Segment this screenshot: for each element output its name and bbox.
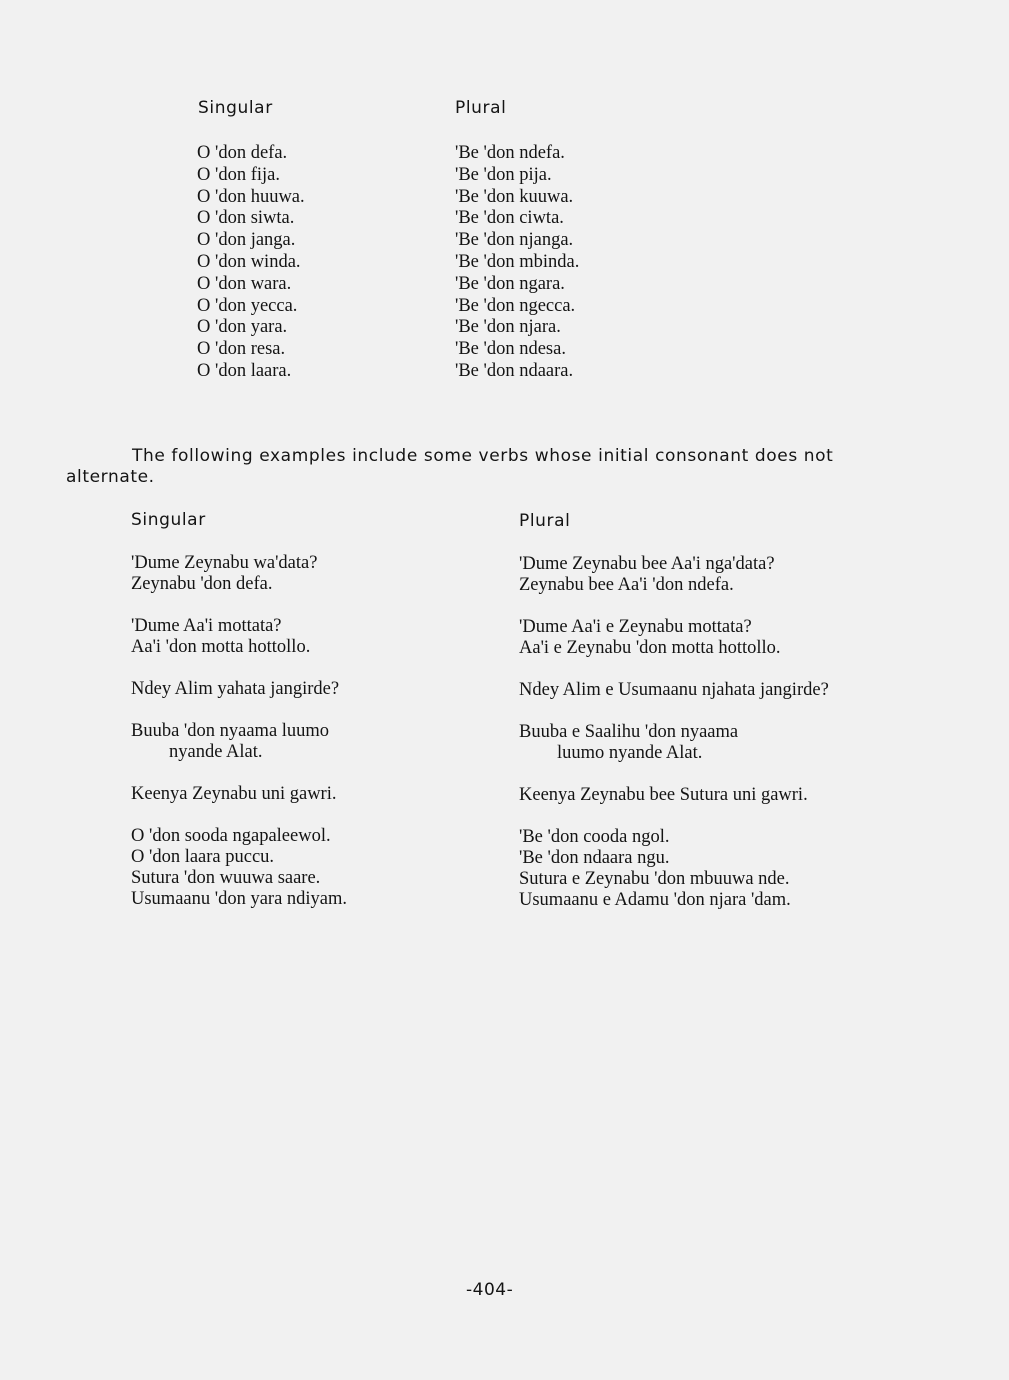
- table2-header-singular: Singular: [131, 510, 206, 530]
- list-item: 'Be 'don ndaara.: [455, 360, 574, 381]
- list-item: O 'don defa.: [197, 143, 288, 163]
- table2-header-plural: Plural: [519, 511, 571, 531]
- list-item: 'Be 'don ngecca.: [455, 295, 576, 316]
- example-line: Keenya Zeynabu bee Sutura uni gawri.: [519, 785, 808, 805]
- list-item: 'Be 'don ndesa.: [455, 339, 566, 360]
- example-line: 'Dume Aa'i e Zeynabu mottata?: [519, 617, 752, 637]
- table1-header-plural: Plural: [455, 98, 507, 118]
- example-line: Aa'i 'don motta hottollo.: [131, 637, 311, 657]
- example-line: Zeynabu bee Aa'i 'don ndefa.: [519, 575, 734, 595]
- example-line: 'Dume Zeynabu wa'data?: [131, 553, 318, 573]
- page-number: -404-: [466, 1280, 514, 1300]
- example-line: Ndey Alim yahata jangirde?: [131, 679, 340, 699]
- list-item: 'Be 'don njara.: [455, 317, 561, 338]
- table1-singular-column: [197, 143, 305, 383]
- example-line: Sutura 'don wuuwa saare.: [131, 868, 321, 888]
- example-line: Ndey Alim e Usumaanu njahata jangirde?: [519, 680, 829, 700]
- table2-singular-column: [131, 553, 347, 931]
- list-item: 'Be 'don ndefa.: [455, 143, 565, 163]
- list-item: 'Be 'don ciwta.: [455, 208, 564, 229]
- example-line: 'Dume Aa'i mottata?: [131, 616, 282, 636]
- table1-header-singular: Singular: [198, 98, 273, 118]
- list-item: O 'don janga.: [197, 230, 296, 251]
- example-block: [131, 553, 347, 595]
- table1-plural-column: [455, 143, 579, 383]
- example-block: [519, 680, 829, 701]
- example-block: [519, 554, 829, 596]
- example-line: Keenya Zeynabu uni gawri.: [131, 784, 337, 804]
- example-block: [519, 722, 829, 764]
- example-line: 'Be 'don ndaara ngu.: [519, 848, 670, 868]
- list-item: 'Be 'don njanga.: [455, 230, 574, 251]
- example-line: nyande Alat.: [169, 742, 263, 762]
- example-line: luumo nyande Alat.: [557, 743, 703, 763]
- example-line: O 'don laara puccu.: [131, 847, 275, 867]
- example-line: 'Be 'don cooda ngol.: [519, 827, 670, 847]
- list-item: 'Be 'don pija.: [455, 164, 552, 185]
- example-line: Buuba 'don nyaama luumo: [131, 721, 330, 741]
- example-block: [131, 616, 347, 658]
- list-item: O 'don wara.: [197, 273, 292, 294]
- list-item: 'Be 'don ngara.: [455, 273, 565, 294]
- list-item: O 'don siwta.: [197, 208, 295, 229]
- example-line: Usumaanu 'don yara ndiyam.: [131, 889, 348, 909]
- example-block: [131, 784, 347, 805]
- example-block: [131, 721, 347, 763]
- list-item: O 'don yecca.: [197, 295, 298, 316]
- example-line: 'Dume Zeynabu bee Aa'i nga'data?: [519, 554, 775, 574]
- list-item: 'Be 'don kuuwa.: [455, 186, 574, 207]
- list-item: O 'don fija.: [197, 164, 280, 185]
- example-block: [519, 827, 829, 911]
- list-item: O 'don huuwa.: [197, 186, 305, 207]
- list-item: O 'don yara.: [197, 317, 288, 338]
- example-line: Buuba e Saalihu 'don nyaama: [519, 722, 739, 742]
- example-line: Zeynabu 'don defa.: [131, 574, 273, 594]
- example-block: [519, 785, 829, 806]
- intro-paragraph: The following examples include some verbs whose initial consonant does not alternate.: [66, 446, 834, 487]
- example-block: [131, 679, 347, 700]
- list-item: O 'don resa.: [197, 339, 286, 360]
- list-item: 'Be 'don mbinda.: [455, 251, 580, 272]
- list-item: O 'don laara.: [197, 360, 292, 381]
- example-block: [519, 617, 829, 659]
- example-block: [131, 826, 347, 910]
- example-line: Sutura e Zeynabu 'don mbuuwa nde.: [519, 869, 790, 889]
- example-line: O 'don sooda ngapaleewol.: [131, 826, 331, 846]
- example-line: Aa'i e Zeynabu 'don motta hottollo.: [519, 638, 781, 658]
- list-item: O 'don winda.: [197, 251, 301, 272]
- example-line: Usumaanu e Adamu 'don njara 'dam.: [519, 890, 791, 910]
- table2-plural-column: [519, 554, 829, 932]
